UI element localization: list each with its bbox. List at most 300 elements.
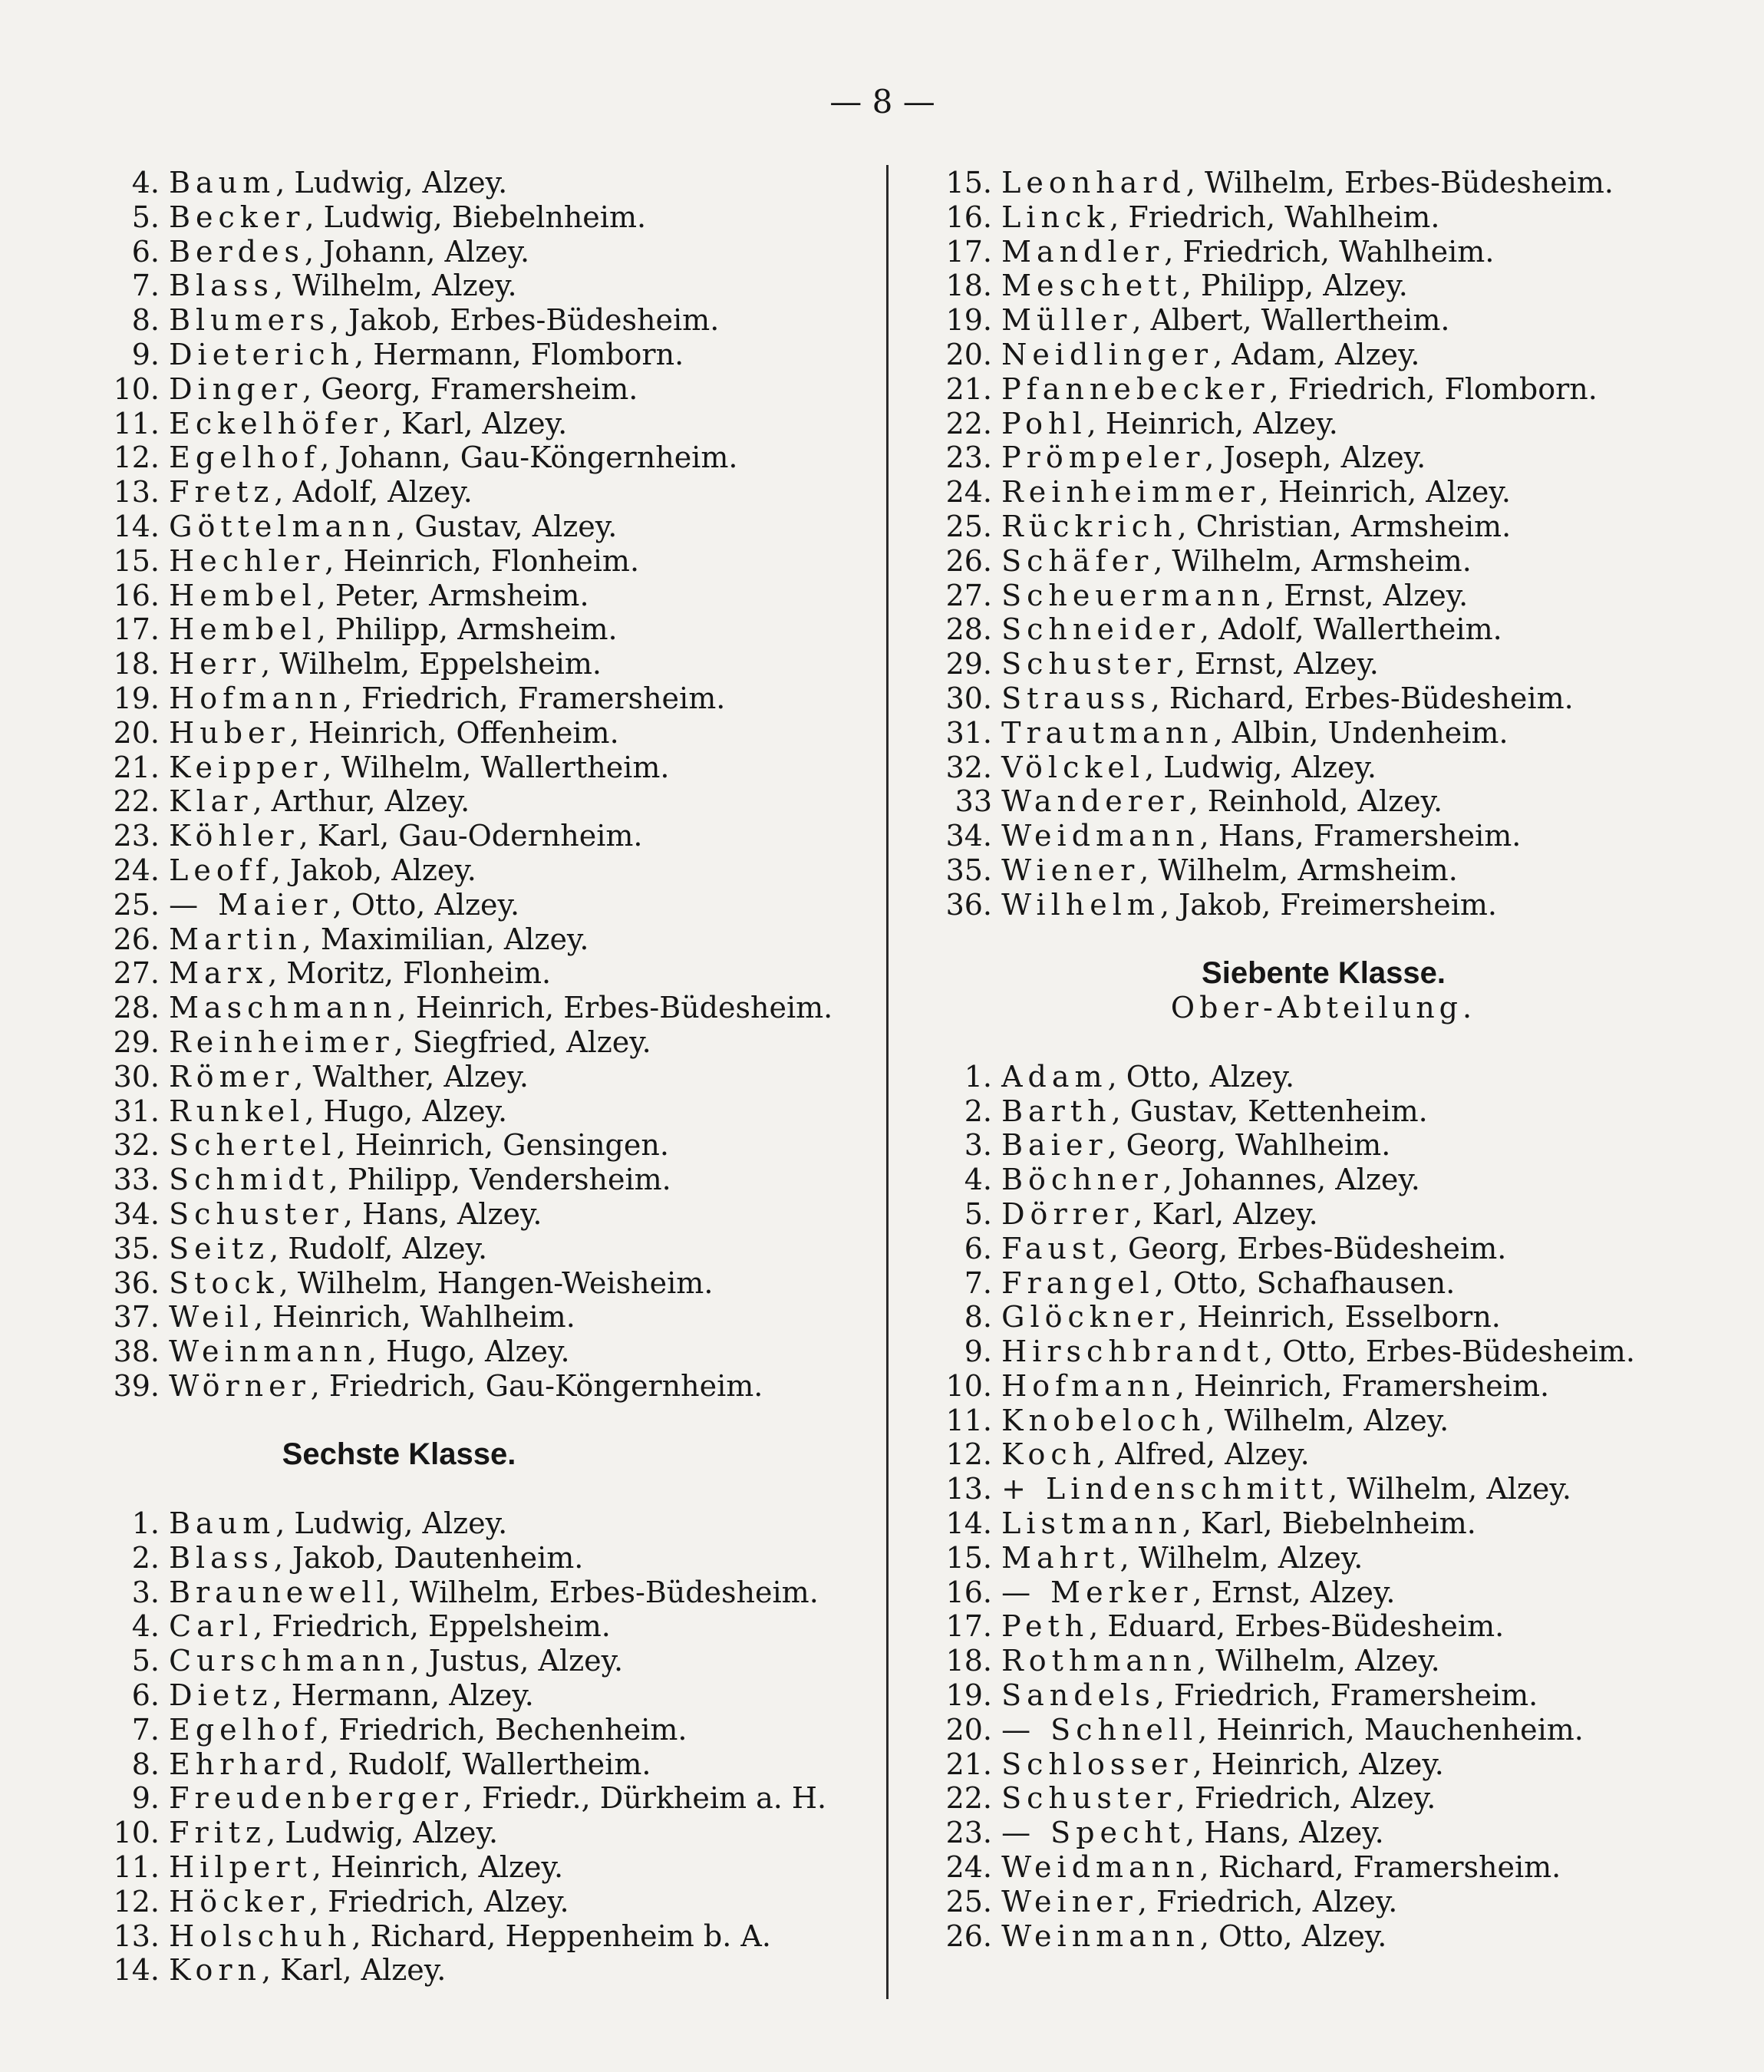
entry-number: 17. [945, 234, 992, 269]
entry-details: , Wilhelm, Eppelsheim. [261, 647, 602, 681]
entry-surname: Schäfer [1001, 543, 1154, 578]
list-item [92, 991, 890, 1025]
entry-number: 10. [945, 1368, 992, 1403]
entry-surname: Pfannebecker [1001, 371, 1270, 406]
entry-number: 3. [131, 1575, 160, 1609]
entry-details: , Ernst, Alzey. [1192, 1575, 1396, 1609]
list-item [92, 166, 890, 200]
list-item [925, 1300, 1723, 1335]
entry-number: 16. [113, 578, 160, 612]
entry-number: 28. [113, 991, 160, 1025]
list-item [92, 1678, 890, 1713]
entry-details: , Eduard, Erbes-Büdesheim. [1089, 1609, 1505, 1644]
entry-surname: Neidlinger [1001, 337, 1214, 371]
entry-surname: Reinheimmer [1001, 475, 1260, 510]
entry-number: 14. [113, 509, 160, 543]
entry-number: 12. [113, 440, 160, 475]
entry-surname: Baier [1001, 1128, 1108, 1163]
entry-details: , Friedrich, Alzey. [1137, 1884, 1398, 1919]
entry-details: , Maximilian, Alzey. [302, 922, 589, 956]
entry-details: , Reinhold, Alzey. [1189, 784, 1443, 819]
entry-number: 8. [131, 303, 160, 338]
entry-number: 14. [113, 1953, 160, 1988]
list-item [92, 1816, 890, 1850]
entry-details: , Heinrich, Alzey. [1192, 1747, 1444, 1781]
entry-details: , Adolf, Wallertheim. [1199, 612, 1502, 647]
entry-details: , Hans, Alzey. [1185, 1816, 1384, 1850]
list-item [92, 1094, 890, 1129]
entry-surname: Hofmann [1001, 1368, 1175, 1403]
entry-number: 22. [945, 406, 992, 440]
entry-number: 38. [113, 1335, 160, 1369]
entry-number: 6. [131, 1678, 160, 1713]
entry-details: , Joseph, Alzey. [1205, 440, 1426, 475]
list-item [925, 1713, 1723, 1747]
list-item [925, 338, 1723, 372]
list-item [925, 1437, 1723, 1472]
entry-number: 9. [131, 1781, 160, 1816]
entry-details: , Peter, Armsheim. [316, 578, 589, 612]
entry-number: 20. [113, 715, 160, 750]
entry-number: 23. [945, 440, 992, 475]
list-item [92, 1644, 890, 1678]
right-column [925, 166, 1723, 1953]
entry-number: 9. [131, 337, 160, 371]
entry-number: 4. [131, 1609, 160, 1644]
entry-details: , Ludwig, Alzey. [275, 1506, 508, 1541]
entry-surname: Holschuh [169, 1919, 352, 1953]
entry-number: 32. [945, 750, 992, 784]
list-item [92, 544, 890, 579]
entry-surname: Pohl [1001, 406, 1087, 440]
entry-details: , Heinrich, Gensingen. [336, 1128, 669, 1163]
page-number: — 8 — [829, 83, 935, 120]
entry-number: 8. [964, 1300, 992, 1335]
entry-details: , Hermann, Flomborn. [354, 337, 684, 371]
list-item [92, 440, 890, 475]
entry-details: , Friedrich, Bechenheim. [320, 1712, 687, 1747]
list-item [92, 1197, 890, 1232]
entry-number: 30. [113, 1059, 160, 1094]
entry-surname: Keipper [169, 750, 323, 784]
entry-number: 20. [945, 337, 992, 371]
list-item [925, 1678, 1723, 1713]
entry-surname: Dinger [169, 371, 303, 406]
entry-surname: Carl [169, 1609, 254, 1644]
list-item [925, 1060, 1723, 1094]
entry-details: , Friedrich, Framersheim. [1155, 1678, 1538, 1713]
list-item [92, 1885, 890, 1919]
list-item [925, 544, 1723, 579]
entry-surname: Weinmann [1001, 1919, 1200, 1953]
list-item [925, 716, 1723, 751]
entry-surname: Wilhelm [1001, 887, 1160, 922]
entry-surname: Fretz [169, 475, 275, 510]
list-item [925, 853, 1723, 888]
entry-number: 24. [945, 1850, 992, 1885]
list-item [925, 407, 1723, 441]
entry-details: , Karl, Alzey. [1133, 1196, 1318, 1231]
entry-surname: Rothmann [1001, 1644, 1197, 1678]
list-item [925, 475, 1723, 510]
section-heading-siebente-klasse: Siebente Klasse. [1202, 956, 1446, 991]
list-item [925, 1644, 1723, 1678]
entry-surname: Marx [169, 956, 269, 991]
entry-number: 24. [945, 475, 992, 510]
entry-surname: Berdes [169, 234, 305, 269]
list-item [92, 510, 890, 544]
entry-number: 13. [113, 475, 160, 510]
entry-details: , Friedrich, Eppelsheim. [253, 1609, 611, 1644]
list-item [92, 303, 890, 338]
entry-details: , Ernst, Alzey. [1175, 647, 1379, 681]
list-item [925, 888, 1723, 922]
list-item [925, 1506, 1723, 1541]
list-item [925, 510, 1723, 544]
entry-surname: Weinmann [169, 1335, 368, 1369]
entry-details: , Friedrich, Gau-Köngernheim. [310, 1368, 763, 1403]
entry-number: 16. [945, 1575, 992, 1609]
entry-surname: Hembel [169, 612, 317, 647]
entry-surname: Runkel [169, 1094, 305, 1128]
entry-details: , Karl, Alzey. [261, 1953, 447, 1988]
list-item [925, 681, 1723, 716]
entry-number: 33 [955, 784, 992, 819]
entry-number: 11. [945, 1403, 992, 1437]
entry-surname: Dieterich [169, 337, 355, 371]
entry-details: , Heinrich, Esselborn. [1178, 1300, 1501, 1335]
entry-surname: Maschmann [169, 991, 397, 1025]
entry-number: 17. [113, 612, 160, 647]
entry-surname: Rückrich [1001, 509, 1178, 543]
entry-number: 21. [945, 1747, 992, 1781]
entry-surname: Koch [1001, 1437, 1097, 1472]
list-item [92, 407, 890, 441]
entry-number: 26. [113, 922, 160, 956]
entry-surname: Egelhof [169, 1712, 321, 1747]
list-item [925, 1335, 1723, 1369]
list-item [92, 1541, 890, 1575]
list-item [925, 784, 1723, 819]
entry-number: 15. [945, 1540, 992, 1575]
entry-number: 35. [113, 1231, 160, 1265]
entry-details: , Wilhelm, Alzey. [1119, 1540, 1363, 1575]
entry-number: 30. [945, 681, 992, 715]
entry-number: 22. [113, 784, 160, 819]
entry-surname: Schneider [1001, 612, 1200, 647]
list-item [92, 1300, 890, 1335]
entry-surname: Mandler [1001, 234, 1165, 269]
section-gap [92, 1404, 890, 1438]
list-item [92, 1060, 890, 1094]
list-item [925, 1885, 1723, 1919]
entry-number: 11. [113, 1850, 160, 1885]
entry-details: , Jakob, Alzey. [271, 853, 476, 887]
list-item [925, 1232, 1723, 1266]
entry-details: , Richard, Erbes-Büdesheim. [1150, 681, 1574, 715]
list-item [92, 888, 890, 922]
entry-surname: Knobeloch [1001, 1403, 1206, 1437]
entry-details: , Justus, Alzey. [410, 1644, 624, 1678]
section-gap [925, 922, 1723, 957]
entry-surname: Trautmann [1001, 715, 1214, 750]
entry-number: 10. [113, 1816, 160, 1850]
entry-surname: Listmann [1001, 1506, 1182, 1541]
entry-surname: Fritz [169, 1816, 267, 1850]
entry-surname: Dietz [169, 1678, 273, 1713]
entry-details: , Walther, Alzey. [294, 1059, 529, 1094]
entry-number: 11. [113, 406, 160, 440]
entry-number: 21. [945, 371, 992, 406]
entry-details: , Georg, Wahlheim. [1107, 1128, 1391, 1163]
list-item [92, 1575, 890, 1610]
entry-details: , Wilhelm, Erbes-Büdesheim. [391, 1575, 819, 1609]
entry-surname: Korn [169, 1953, 262, 1988]
list-item [92, 853, 890, 888]
entry-details: , Karl, Biebelnheim. [1182, 1506, 1476, 1541]
list-item [92, 1335, 890, 1369]
entry-details: , Philipp, Armsheim. [316, 612, 618, 647]
entry-surname: Blumers [169, 303, 330, 338]
entry-number: 39. [113, 1368, 160, 1403]
entry-surname: + Lindenschmitt [1001, 1472, 1329, 1506]
list-item [925, 647, 1723, 681]
list-item [925, 1369, 1723, 1404]
entry-surname: Linck [1001, 200, 1110, 234]
entry-number: 23. [945, 1816, 992, 1850]
entry-details: , Wilhelm, Alzey. [1196, 1644, 1440, 1678]
entry-details: , Friedrich, Wahlheim. [1164, 234, 1495, 269]
entry-surname: Scheuermann [1001, 578, 1266, 612]
entry-surname: Wanderer [1001, 784, 1189, 819]
list-item [925, 1609, 1723, 1644]
entry-surname: Weil [169, 1300, 254, 1335]
entry-surname: Klar [169, 784, 253, 819]
list-item [92, 200, 890, 235]
list-item [92, 1609, 890, 1644]
entry-surname: Ehrhard [169, 1747, 330, 1781]
entry-number: 7. [964, 1265, 992, 1300]
entry-number: 12. [113, 1884, 160, 1919]
list-item [925, 751, 1723, 785]
entry-number: 23. [113, 819, 160, 853]
entry-details: , Alfred, Alzey. [1096, 1437, 1310, 1472]
entry-surname: Böchner [1001, 1163, 1163, 1197]
entry-details: , Gustav, Kettenheim. [1111, 1094, 1428, 1128]
list-item [92, 751, 890, 785]
entry-details: , Karl, Alzey. [382, 406, 568, 440]
entry-surname: Hirschbrandt [1001, 1335, 1264, 1369]
entry-number: 2. [964, 1094, 992, 1128]
entry-number: 19. [945, 1678, 992, 1713]
entry-number: 28. [945, 612, 992, 647]
entry-details: , Johannes, Alzey. [1162, 1163, 1420, 1197]
siebente-klasse-list [925, 1060, 1723, 1954]
entry-surname: Seitz [169, 1231, 270, 1265]
entry-details: , Hans, Alzey. [343, 1196, 542, 1231]
list-item [925, 440, 1723, 475]
list-item [92, 1232, 890, 1266]
list-item [925, 200, 1723, 235]
entry-number: 5. [131, 200, 160, 234]
entry-details: , Otto, Erbes-Büdesheim. [1264, 1335, 1635, 1369]
entry-surname: Dörrer [1001, 1196, 1134, 1231]
entry-number: 15. [945, 166, 992, 200]
list-item [925, 1404, 1723, 1438]
entry-surname: Blass [169, 269, 274, 303]
entry-number: 7. [131, 269, 160, 303]
entry-surname: Hechler [169, 543, 325, 578]
entry-surname: Eckelhöfer [169, 406, 383, 440]
entry-details: , Gustav, Alzey. [396, 509, 618, 543]
list-item [925, 1575, 1723, 1610]
entry-surname: Weidmann [1001, 819, 1200, 853]
entry-surname: Leoff [169, 853, 272, 887]
entry-details: , Jakob, Dautenheim. [273, 1540, 584, 1575]
entry-details: , Friedrich, Alzey. [309, 1884, 569, 1919]
section-heading-sechste-klasse: Sechste Klasse. [282, 1437, 516, 1472]
entry-surname: Barth [1001, 1094, 1112, 1128]
entry-details: , Georg, Erbes-Büdesheim. [1109, 1231, 1507, 1265]
entry-number: 25. [945, 1884, 992, 1919]
entry-number: 31. [113, 1094, 160, 1128]
entry-number: 34. [113, 1196, 160, 1231]
entry-details: , Rudolf, Wallertheim. [329, 1747, 651, 1781]
entry-details: , Richard, Heppenheim b. A. [351, 1919, 771, 1953]
entry-number: 1. [131, 1506, 160, 1541]
list-item [92, 235, 890, 269]
entry-details: , Heinrich, Offenheim. [289, 715, 619, 750]
entry-number: 9. [964, 1335, 992, 1369]
entry-number: 31. [945, 715, 992, 750]
entry-surname: Baum [169, 1506, 276, 1541]
list-item [92, 784, 890, 819]
entry-surname: Schuster [169, 1196, 344, 1231]
list-item [925, 1781, 1723, 1816]
entry-number: 6. [131, 234, 160, 269]
entry-number: 36. [113, 1265, 160, 1300]
list-item [92, 1919, 890, 1954]
entry-surname: Schmidt [169, 1163, 329, 1197]
entry-surname: Hofmann [169, 681, 343, 715]
entry-details: , Arthur, Alzey. [252, 784, 470, 819]
entry-surname: — Maier [169, 887, 333, 922]
entry-surname: Freudenberger [169, 1781, 463, 1816]
sechste-klasse-list [92, 1506, 890, 1988]
list-item [92, 1850, 890, 1885]
entry-details: , Ernst, Alzey. [1265, 578, 1469, 612]
entry-number: 7. [131, 1712, 160, 1747]
entry-details: , Richard, Framersheim. [1199, 1850, 1561, 1885]
entry-surname: Prömpeler [1001, 440, 1205, 475]
entry-details: , Adam, Alzey. [1213, 337, 1420, 371]
entry-details: , Georg, Framersheim. [302, 371, 638, 406]
entry-number: 18. [113, 647, 160, 681]
list-item [92, 922, 890, 957]
list-item [925, 235, 1723, 269]
entry-details: , Heinrich, Erbes-Büdesheim. [397, 991, 833, 1025]
entry-details: , Otto, Alzey. [1199, 1919, 1387, 1953]
entry-surname: Schuster [1001, 1781, 1176, 1816]
entry-details: , Karl, Gau-Odernheim. [298, 819, 643, 853]
list-item [92, 819, 890, 853]
entry-details: , Ludwig, Alzey. [1145, 750, 1377, 784]
entry-number: 2. [131, 1540, 160, 1575]
list-item [925, 1094, 1723, 1129]
entry-details: , Rudolf, Alzey. [269, 1231, 488, 1265]
entry-number: 19. [945, 303, 992, 338]
entry-details: , Hugo, Alzey. [305, 1094, 508, 1128]
entry-surname: — Specht [1001, 1816, 1186, 1850]
entry-number: 25. [945, 509, 992, 543]
list-item [92, 1369, 890, 1404]
entry-number: 29. [945, 647, 992, 681]
list-item [92, 716, 890, 751]
entry-details: , Heinrich, Framersheim. [1175, 1368, 1550, 1403]
entry-surname: Huber [169, 715, 290, 750]
entry-surname: Strauss [1001, 681, 1151, 715]
entry-details: , Otto, Alzey. [332, 887, 520, 922]
entry-number: 33. [113, 1163, 160, 1197]
list-item [92, 1953, 890, 1988]
entry-number: 14. [945, 1506, 992, 1541]
entry-details: , Philipp, Alzey. [1182, 269, 1408, 303]
entry-surname: Egelhof [169, 440, 321, 475]
entry-surname: Martin [169, 922, 302, 956]
entry-number: 26. [945, 1919, 992, 1953]
entry-details: , Wilhelm, Alzey. [1205, 1403, 1449, 1437]
entry-details: , Wilhelm, Alzey. [1328, 1472, 1571, 1506]
list-item [925, 1472, 1723, 1506]
entry-details: , Philipp, Vendersheim. [328, 1163, 671, 1197]
entry-details: , Hugo, Alzey. [367, 1335, 570, 1369]
list-item [925, 269, 1723, 303]
entry-number: 34. [945, 819, 992, 853]
entry-number: 35. [945, 853, 992, 887]
entry-surname: Schlosser [1001, 1747, 1193, 1781]
entry-details: , Heinrich, Flonheim. [325, 543, 640, 578]
entry-number: 10. [113, 371, 160, 406]
list-item [925, 1163, 1723, 1197]
list-item [925, 303, 1723, 338]
section-gap [92, 1472, 890, 1506]
entry-number: 5. [964, 1196, 992, 1231]
list-item [925, 819, 1723, 853]
entry-details: , Albert, Wallertheim. [1132, 303, 1450, 338]
entry-surname: Baum [169, 166, 276, 200]
entry-details: , Moritz, Flonheim. [268, 956, 552, 991]
entry-number: 27. [113, 956, 160, 991]
entry-details: , Heinrich, Alzey. [1086, 406, 1338, 440]
entry-surname: Reinheimer [169, 1024, 394, 1059]
list-item [925, 1850, 1723, 1885]
list-item [92, 1266, 890, 1301]
right-entry-list [925, 166, 1723, 922]
entry-surname: Wiener [1001, 853, 1140, 887]
entry-details: , Friedrich, Wahlheim. [1110, 200, 1440, 234]
list-item [92, 1163, 890, 1197]
list-item [925, 1747, 1723, 1782]
subsection-heading-ober-abteilung: Ober-Abteilung. [1170, 991, 1477, 1025]
list-item [925, 1541, 1723, 1575]
list-item [92, 269, 890, 303]
entry-details: , Hermann, Alzey. [272, 1678, 534, 1713]
entry-number: 21. [113, 750, 160, 784]
entry-number: 18. [945, 1644, 992, 1678]
list-item [925, 372, 1723, 407]
entry-surname: Höcker [169, 1884, 310, 1919]
entry-number: 5. [131, 1644, 160, 1678]
